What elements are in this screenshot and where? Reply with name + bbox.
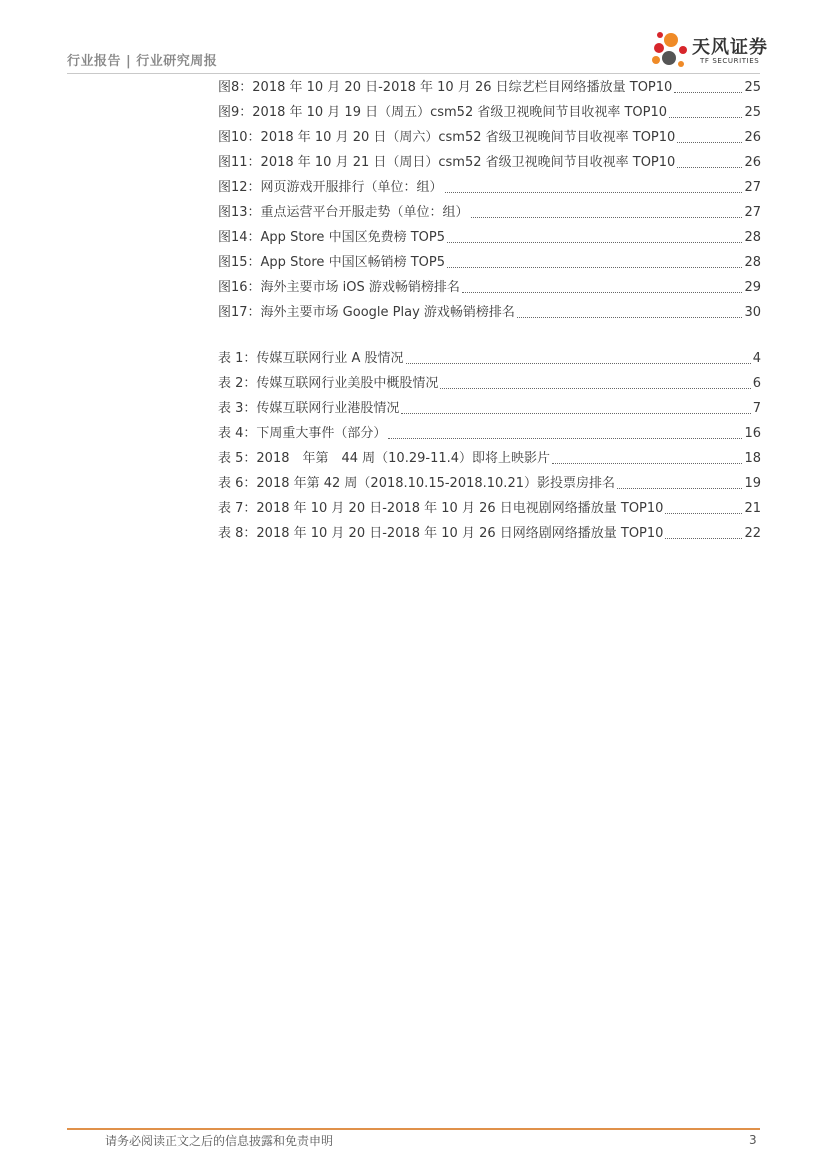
toc-entry-label: 图13：重点运营平台开服走势（单位：组） (218, 205, 469, 220)
toc-entry-page: 18 (744, 451, 761, 466)
leader-dots (406, 362, 751, 364)
toc-entry[interactable] (218, 200, 761, 225)
footer-disclaimer: 请务必阅读正文之后的信息披露和免责申明 (105, 1134, 334, 1148)
leader-dots (440, 387, 750, 389)
leader-dots (462, 291, 743, 293)
leader-dots (447, 241, 742, 243)
leader-dots (677, 141, 742, 143)
toc-entry-page: 28 (744, 230, 761, 245)
toc-entry[interactable] (218, 371, 761, 396)
header-divider (67, 73, 760, 74)
table-list (218, 346, 761, 546)
figure-list (218, 75, 761, 325)
toc-entry-page: 7 (752, 401, 761, 416)
leader-dots (447, 266, 742, 268)
toc-entry[interactable] (218, 250, 761, 275)
logo-flower-icon (650, 28, 694, 72)
toc-entry-page: 25 (744, 80, 761, 95)
footer-divider (67, 1128, 760, 1130)
toc-entry[interactable] (218, 496, 761, 521)
toc-entry-page: 30 (744, 305, 761, 320)
leader-dots (517, 316, 743, 318)
page-number: 3 (749, 1133, 757, 1147)
toc-entry-page: 25 (744, 105, 761, 120)
toc-entry[interactable] (218, 346, 761, 371)
toc-entry[interactable] (218, 100, 761, 125)
toc-entry-page: 21 (744, 501, 761, 516)
toc-entry-page: 6 (752, 376, 761, 391)
toc-entry-page: 26 (744, 130, 761, 145)
logo-name-en: TF SECURITIES (700, 57, 760, 65)
toc-entry-label: 图15：App Store 中国区畅销榜 TOP5 (218, 255, 445, 270)
toc-entry-label: 图11：2018 年 10 月 21 日（周日）csm52 省级卫视晚间节目收视率 TOP10 (218, 155, 676, 170)
toc-entry-label: 图8：2018 年 10 月 20 日-2018 年 10 月 26 日综艺栏目网络播放量 TOP10 (218, 80, 673, 95)
leader-dots (388, 437, 742, 439)
toc-entry-page: 29 (744, 280, 761, 295)
toc-entry-page: 19 (744, 476, 761, 491)
toc-entry-label: 图17：海外主要市场 Google Play 游戏畅销榜排名 (218, 305, 515, 320)
toc-entry-label: 表 2：传媒互联网行业美股中概股情况 (218, 376, 439, 391)
toc-entry[interactable] (218, 446, 761, 471)
toc-entry-label: 表 8：2018 年 10 月 20 日-2018 年 10 月 26 日网络剧网络播放量 TOP10 (218, 526, 664, 541)
toc-entry-page: 22 (744, 526, 761, 541)
leader-dots (401, 412, 750, 414)
toc-entry[interactable] (218, 300, 761, 325)
leader-dots (677, 166, 742, 168)
toc-entry-label: 表 1：传媒互联网行业 A 股情况 (218, 351, 404, 366)
toc-entry-label: 表 3：传媒互联网行业港股情况 (218, 401, 400, 416)
logo-name-cn: 天风证券 (692, 37, 768, 58)
toc-entry-page: 4 (752, 351, 761, 366)
toc-entry-label: 表 5：2018 年第 44 周（10.29-11.4）即将上映影片 (218, 451, 551, 466)
toc-entry-label: 表 6：2018 年第 42 周（2018.10.15-2018.10.21）影投票房排名 (218, 476, 615, 491)
toc-entry-label: 图16：海外主要市场 iOS 游戏畅销榜排名 (218, 280, 460, 295)
toc-entry-label: 图14：App Store 中国区免费榜 TOP5 (218, 230, 445, 245)
toc-entry-page: 27 (744, 205, 761, 220)
leader-dots (665, 512, 742, 514)
toc-entry[interactable] (218, 75, 761, 100)
leader-dots (471, 216, 743, 218)
leader-dots (617, 487, 742, 489)
leader-dots (665, 537, 742, 539)
toc-entry-page: 27 (744, 180, 761, 195)
toc-entry[interactable] (218, 175, 761, 200)
toc-entry-page: 26 (744, 155, 761, 170)
toc-entry-label: 图9：2018 年 10 月 19 日（周五）csm52 省级卫视晚间节目收视率 TOP10 (218, 105, 668, 120)
toc-entry[interactable] (218, 225, 761, 250)
toc-entry[interactable] (218, 421, 761, 446)
company-logo (650, 28, 768, 72)
toc-entry-label: 图12：网页游戏开服排行（单位：组） (218, 180, 443, 195)
toc-entry-page: 16 (744, 426, 761, 441)
leader-dots (552, 462, 742, 464)
toc-entry-label: 表 7：2018 年 10 月 20 日-2018 年 10 月 26 日电视剧网络播放量 TOP10 (218, 501, 664, 516)
toc-entry[interactable] (218, 275, 761, 300)
leader-dots (669, 116, 742, 118)
toc-entry-label: 表 4：下周重大事件（部分） (218, 426, 387, 441)
toc-entry-label: 图10：2018 年 10 月 20 日（周六）csm52 省级卫视晚间节目收视率 TOP10 (218, 130, 676, 145)
toc-entry[interactable] (218, 396, 761, 421)
toc-entry-page: 28 (744, 255, 761, 270)
leader-dots (445, 191, 743, 193)
toc-entry[interactable] (218, 521, 761, 546)
toc-entry[interactable] (218, 150, 761, 175)
toc-entry[interactable] (218, 471, 761, 496)
report-category-label: 行业报告 | 行业研究周报 (67, 54, 218, 69)
leader-dots (674, 91, 742, 93)
toc-entry[interactable] (218, 125, 761, 150)
